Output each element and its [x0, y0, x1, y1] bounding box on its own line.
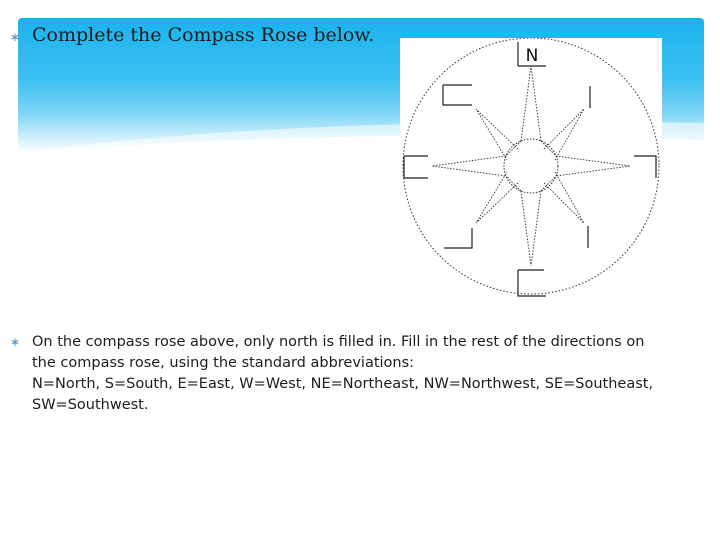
instructions-line-3: N=North, S=South, E=East, W=West, NE=Northeast, NW=Northwest, SE=Southeast,	[32, 376, 654, 392]
instructions-line-4: SW=Southwest.	[32, 397, 149, 413]
blank-w	[404, 156, 428, 178]
instructions-text	[32, 332, 672, 416]
instructions-line-2: the compass rose, using the standard abbreviations:	[32, 355, 415, 371]
compass-rose-figure	[400, 38, 662, 300]
blank-e	[634, 156, 656, 178]
slide-title: Complete the Compass Rose below.	[32, 24, 375, 46]
compass-rose-drawing	[400, 38, 662, 300]
blank-nw	[443, 85, 472, 105]
blank-sw	[444, 228, 472, 248]
title-bullet-icon: ∗	[10, 30, 21, 44]
north-label: N	[525, 46, 539, 66]
blank-s	[518, 270, 546, 296]
inner-circle	[504, 139, 558, 193]
body-bullet-icon: ∗	[10, 335, 21, 349]
instructions-line-1: On the compass rose above, only north is filled in. Fill in the rest of the directions on	[32, 334, 645, 350]
